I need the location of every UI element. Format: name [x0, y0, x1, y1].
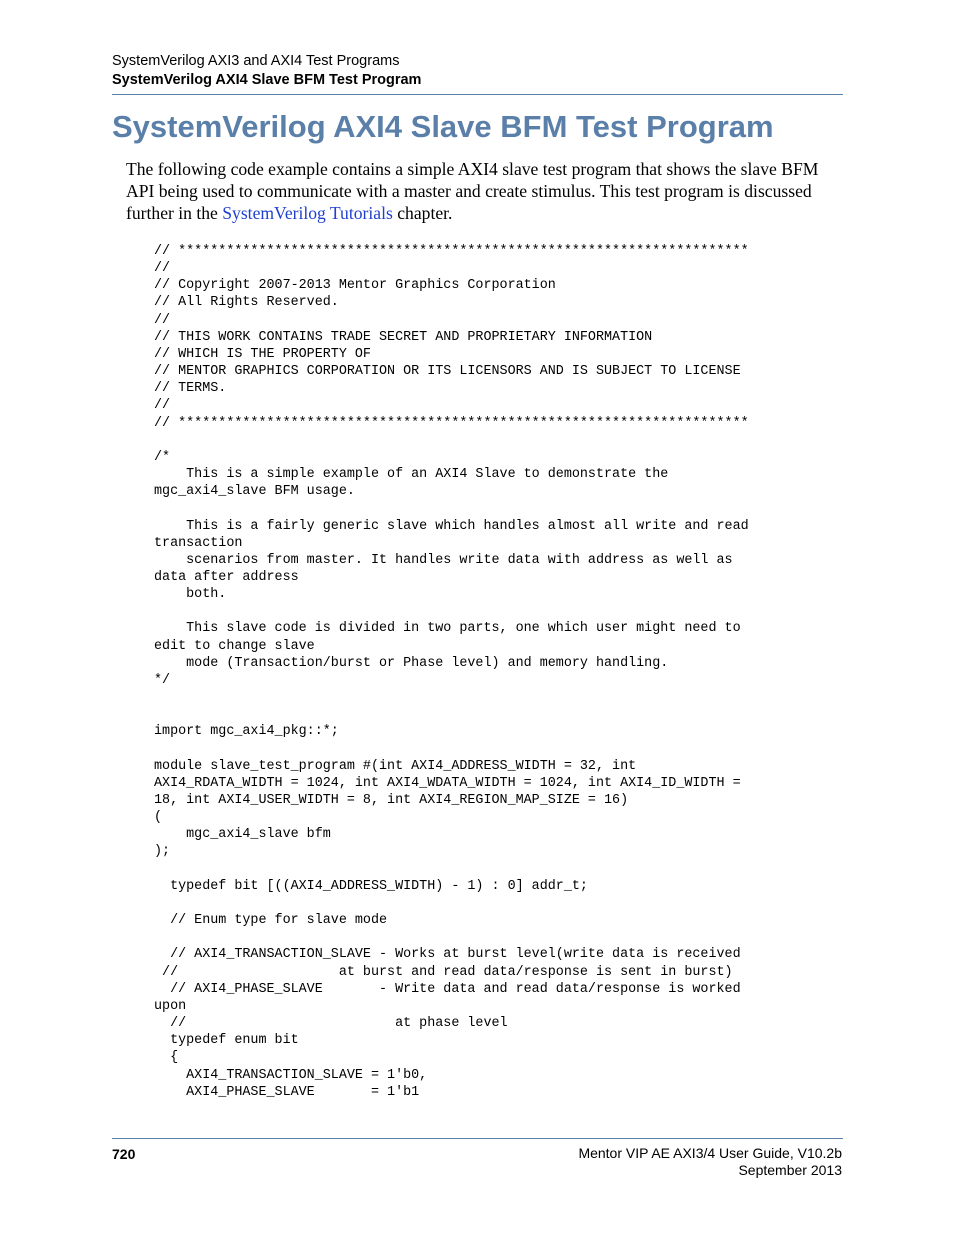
footer-divider: [112, 1138, 843, 1139]
header-section: SystemVerilog AXI4 Slave BFM Test Program: [112, 72, 422, 88]
header-chapter: SystemVerilog AXI3 and AXI4 Test Programs: [112, 53, 400, 69]
code-listing: // *********************************************************************** // // Copyright 2007-2013 Mentor Graphics Corporation // All Rights Reserved. // // THIS WORK CONTAINS TRADE SECRET AND PROPRIETARY INFORMATION // WHICH IS THE PROPERTY OF // MENTOR GRAPHICS CORPORATION OR ITS LICENSORS AND IS SUBJECT TO LICENSE // TERMS. // // *********************************************************************** /* This is a simple example of an AXI4 Slave to demonstrate the mgc_axi4_slave BFM usage. This is a fairly generic slave which handles almost all write and read transaction scenarios from master. It handles write data with address as well as data after address both. This slave code is divided in two parts, one which user might need to edit to change slave mode (Transaction/burst or Phase level) and memory handling. */ import mgc_axi4_pkg::*; module slave_test_program #(int AXI4_ADDRESS_WIDTH = 32, int AXI4_RDATA_WIDTH = 1024, int AXI4_WDATA_WIDTH = 1024, int AXI4_ID_WIDTH = 18, int AXI4_USER_WIDTH = 8, int AXI4_REGION_MAP_SIZE = 16) ( mgc_axi4_slave bfm ); typedef bit [((AXI4_ADDRESS_WIDTH) - 1) : 0] addr_t; // Enum type for slave mode // AXI4_TRANSACTION_SLAVE - Works at burst level(write data is received // at burst and read data/response is sent in burst) // AXI4_PHASE_SLAVE - Write data and read data/response is worked upon // at phase level typedef enum bit { AXI4_TRANSACTION_SLAVE = 1'b0, AXI4_PHASE_SLAVE = 1'b1: [154, 244, 749, 1100]
intro-text-before-link: The following code example contains a simple AXI4 slave test program that shows the slave BFM API being used to communicate with a master and create stimulus. This test program is discussed further in the: [126, 159, 819, 223]
intro-paragraph: [126, 158, 842, 224]
footer-date: September 2013: [738, 1162, 842, 1178]
page-title: SystemVerilog AXI4 Slave BFM Test Program: [112, 109, 774, 144]
running-header: [112, 52, 842, 90]
footer-info: [578, 1145, 842, 1179]
header-divider: [112, 94, 843, 95]
systemverilog-tutorials-link[interactable]: SystemVerilog Tutorials: [222, 203, 393, 223]
page-number: 720: [112, 1146, 136, 1162]
intro-text-after-link: chapter.: [392, 203, 453, 223]
footer-guide-title: Mentor VIP AE AXI3/4 User Guide, V10.2b: [578, 1145, 842, 1161]
